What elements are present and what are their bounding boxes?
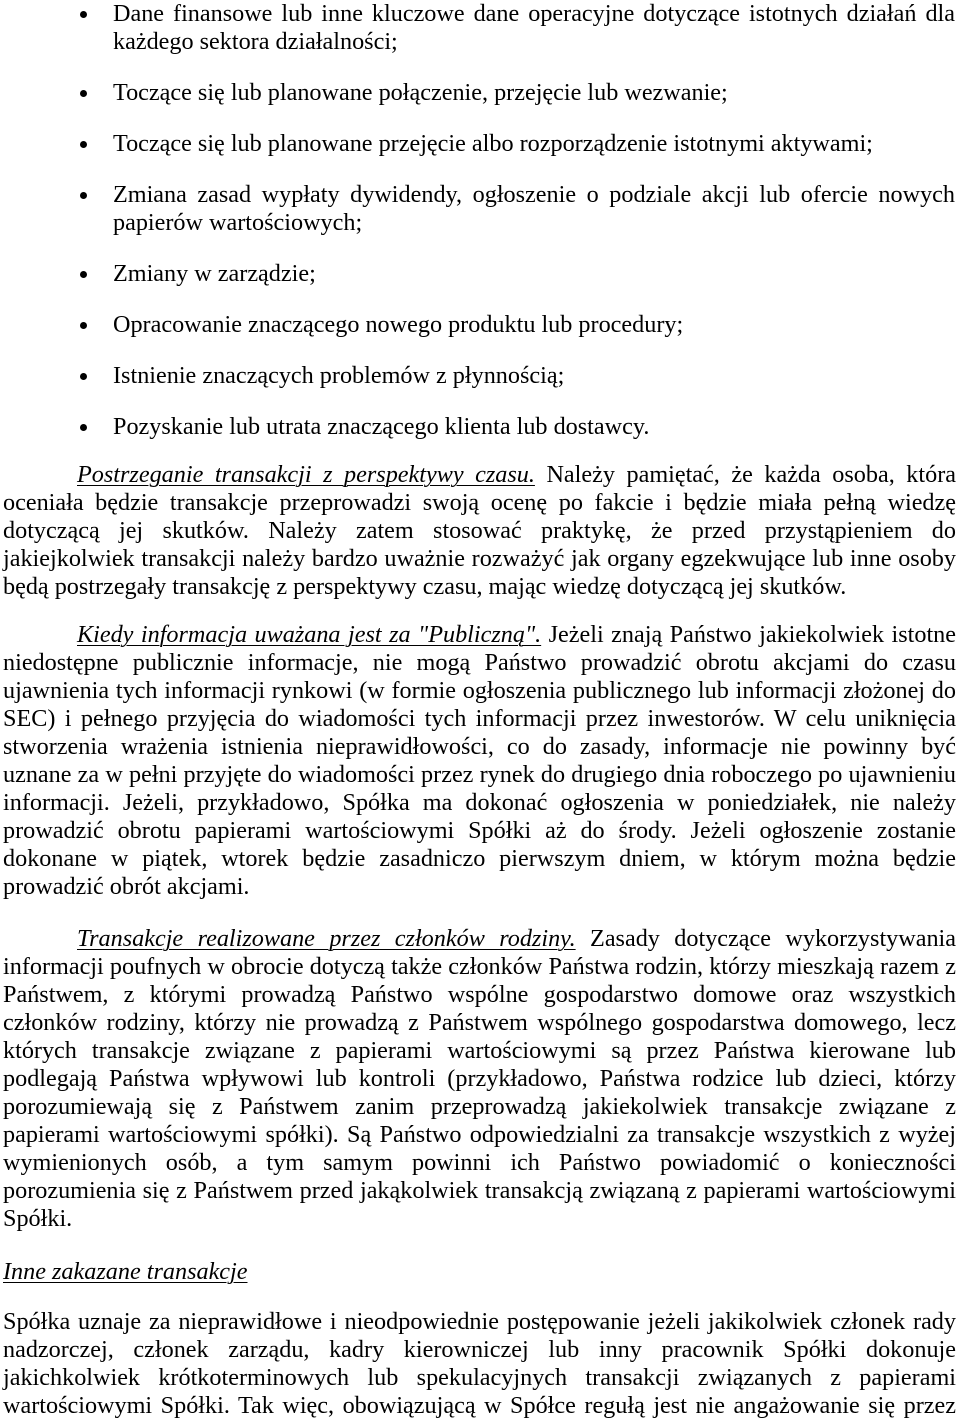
section-body: Należy pamiętać, że każda osoba, która oceniała będzie transakcje przeprowadzi swoją ocenę po fakcie i będzie miała pełną wiedzę dotyczącą jej skutków. Należy zatem stosować praktykę, że przed przystąpieniem do jakiejkolwiek transakcji należy bardzo uważnie rozważyć jak organy egzekwujące lub inne osoby będą postrzegały transakcję z perspektywy czasu, mając wiedzę dotyczącą jej skutków. [3,461,956,600]
section-heading: Kiedy informacja uważana jest za "Publiczną". [77,621,542,648]
bullet-list [113,0,955,441]
list-item [113,181,955,237]
list-item-text: Toczące się lub planowane połączenie, przejęcie lub wezwanie; [113,79,728,106]
bullet-icon [80,373,87,380]
bullet-icon [80,11,87,18]
list-item-text: Zmiany w zarządzie; [113,260,316,287]
paragraph-family-transactions [3,925,956,1233]
paragraph-public-information [3,621,956,901]
section-body: Zasady dotyczące wykorzystywania informacji poufnych w obrocie dotyczą także członków Państwa rodzin, którzy mieszkają razem z Państwem, z którymi prowadzą Państwo wspólne gospodarstwo domowe oraz wszystkich członków rodziny, którzy nie prowadzą z Państwem wspólnego gospodarstwa domowego, lecz których transakcje związane z papierami wartościowymi są przez Państwa kierowane lub podlegają Państwa wpływowi lub kontroli (przykładowo, Państwa rodzice lub dzieci, którzy porozumiewają się z Państwem zanim przeprowadzą jakiekolwiek transakcje związane z papierami wartościowymi spółki). Są Państwo odpowiedzialni za transakcje wszystkich z wyżej wymienionych osób, a tym samym powinni ich Państwo powiadomić o konieczności porozumienia się z Państwem przed jakąkolwiek transakcją związaną z papierami wartościowymi Spółki. [3,925,957,1232]
bullet-icon [80,322,87,329]
paragraph-other-prohibited [3,1308,956,1420]
list-item-text: Dane finansowe lub inne kluczowe dane operacyjne dotyczące istotnych działań dla każdego sektora działalności; [113,0,955,55]
section-body: Jeżeli znają Państwo jakiekolwiek istotne niedostępne publicznie informacje, nie mogą Państwo prowadzić obrotu akcjami do czasu ujawnienia tych informacji rynkowi (w formie ogłoszenia publicznego lub informacji złożonej do SEC) i pełnego przyjęcia do wiadomości tych informacji przez inwestorów. W celu uniknięcia stworzenia wrażenia istnienia nieprawidłowości, co do zasady, informacje nie powinny być uznane za w pełni przyjęte do wiadomości przez rynek do drugiego dnia roboczego po ujawnieniu informacji. Jeżeli, przykładowo, Spółka ma dokonać ogłoszenia w poniedziałek, nie należy prowadzić obrotu papierami wartościowymi Spółki aż do środy. Jeżeli ogłoszenie zostanie dokonane w piątek, wtorek będzie zasadniczo pierwszym dniem, w którym można będzie prowadzić obrót akcjami. [3,621,957,900]
paragraph-hindsight [3,461,956,601]
list-item [113,362,955,390]
list-item [113,0,955,56]
list-item [113,311,955,339]
list-item [113,130,955,158]
list-item-text: Toczące się lub planowane przejęcie albo rozporządzenie istotnymi aktywami; [113,130,873,157]
bullet-icon [80,424,87,431]
bullet-icon [80,141,87,148]
bullet-icon [80,90,87,97]
section-heading: Postrzeganie transakcji z perspektywy czasu. [77,461,535,488]
section-heading: Transakcje realizowane przez członków rodziny. [77,925,576,952]
bullet-icon [80,271,87,278]
subsection-body: Spółka uznaje za nieprawidłowe i nieodpowiednie postępowanie jeżeli jakikolwiek członek rady nadzorczej, członek zarządu, kadry kierowniczej lub inny pracownik Spółki dokonuje jakichkolwiek krótkoterminowych lub spekulacyjnych transakcji związanych z papierami wartościowymi Spółki. Tak więc, obowiązującą w Spółce regułą jest nie angażowanie się przez [3,1308,956,1419]
list-item-text: Istnienie znaczących problemów z płynnością; [113,362,565,389]
list-item [113,413,955,441]
list-item-text: Opracowanie znaczącego nowego produktu lub procedury; [113,311,684,338]
list-item-text: Zmiana zasad wypłaty dywidendy, ogłoszenie o podziale akcji lub ofercie nowych papierów wartościowych; [113,181,955,236]
subsection-title [3,1258,956,1286]
list-item [113,79,955,107]
subsection-heading: Inne zakazane transakcje [3,1258,248,1285]
list-item-text: Pozyskanie lub utrata znaczącego klienta lub dostawcy. [113,413,650,440]
list-item [113,260,955,288]
bullet-icon [80,192,87,199]
